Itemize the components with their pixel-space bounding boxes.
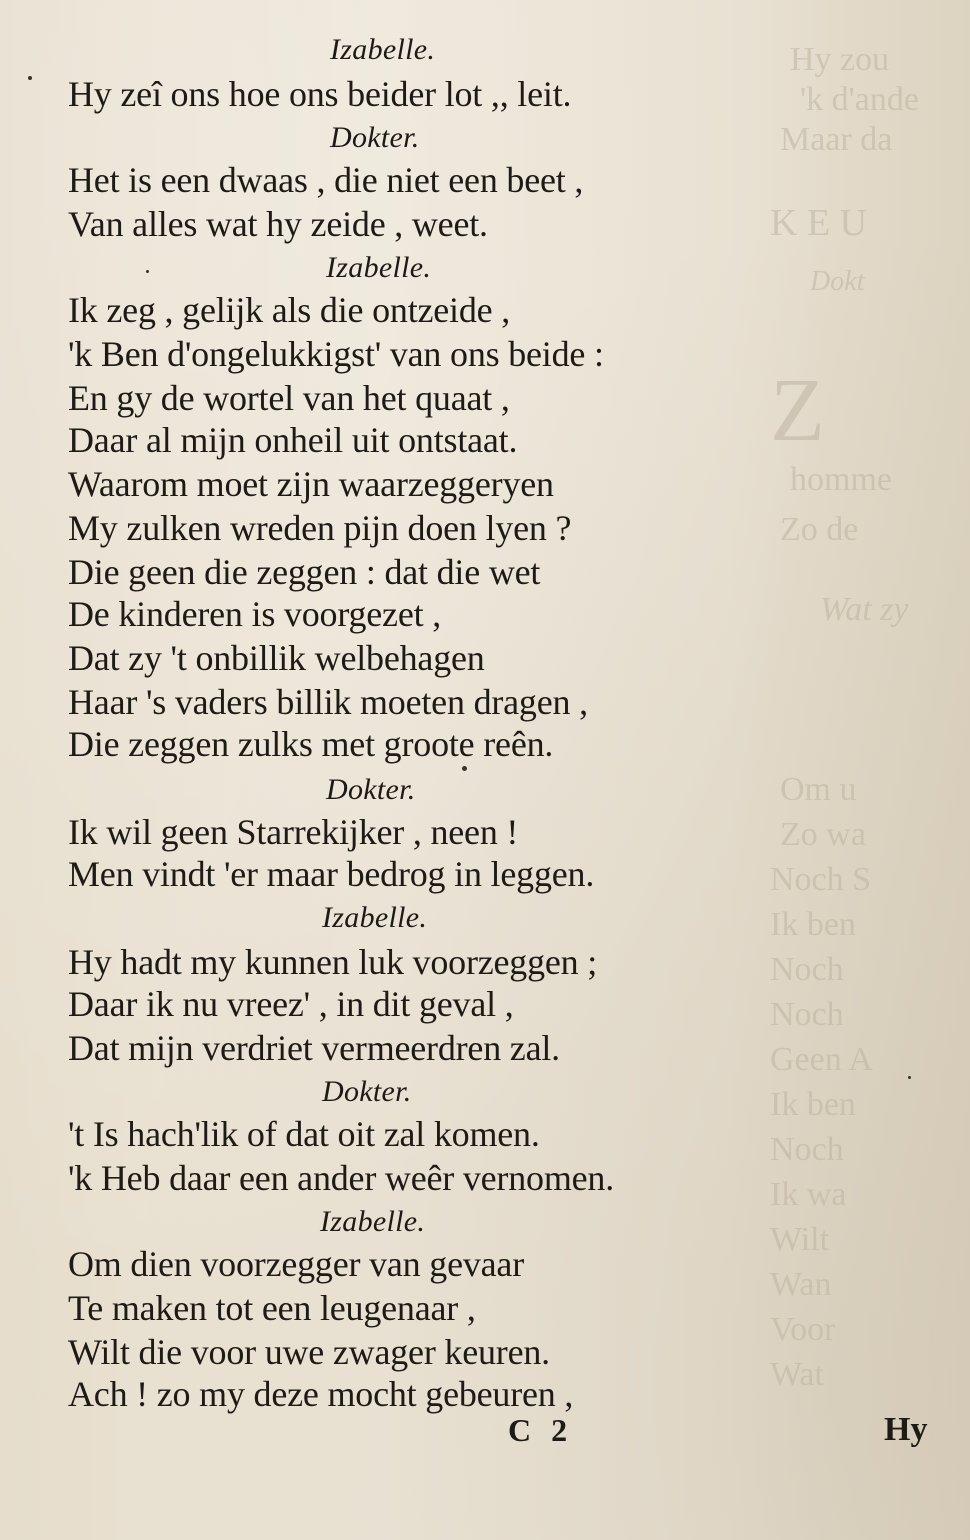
verse-line: Wilt die voor uwe zwager keuren. [68, 1332, 550, 1372]
verse-line: Hy zeî ons hoe ons beider lot ,, leit. [68, 74, 572, 114]
svg-text:homme: homme [790, 461, 892, 498]
verse-line: Daar al mijn onheil uit ontstaat. [68, 420, 518, 460]
svg-text:Ik wa: Ik wa [770, 1176, 847, 1213]
svg-text:Noch: Noch [770, 951, 844, 988]
svg-text:Dokt: Dokt [810, 266, 865, 297]
svg-text:Om u: Om u [780, 771, 857, 808]
verse-line: En gy de wortel van het quaat , [68, 378, 510, 418]
show-through-bleed [710, 0, 970, 1540]
catchword: Hy [884, 1411, 928, 1448]
ink-speck [908, 1076, 911, 1079]
verse-line: Waarom moet zijn waarzeggeryen [68, 464, 554, 504]
speaker-dokter: Dokter. [326, 773, 416, 806]
verse-line: Dat zy 't onbillik welbehagen [68, 638, 485, 678]
svg-text:Wan: Wan [770, 1266, 832, 1303]
verse-line: Het is een dwaas , die niet een beet , [68, 160, 584, 200]
svg-text:Noch: Noch [770, 996, 844, 1033]
verse-line: 'k Heb daar een ander weêr vernomen. [68, 1158, 615, 1198]
svg-text:K E U: K E U [770, 202, 868, 244]
speaker-izabelle: Izabelle. [320, 1205, 426, 1238]
svg-text:Maar da: Maar da [780, 121, 893, 158]
verse-line: Die zeggen zulks met groote reên. [68, 724, 554, 764]
svg-text:Noch: Noch [770, 1131, 844, 1168]
speaker-izabelle: Izabelle. [330, 33, 436, 66]
verse-line: Te maken tot een leugenaar , [68, 1288, 476, 1328]
speaker-dokter: Dokter. [330, 121, 420, 154]
svg-text:Wat: Wat [770, 1356, 824, 1393]
svg-text:Zo de: Zo de [780, 511, 859, 548]
svg-text:Hy zou: Hy zou [790, 41, 890, 78]
verse-line: Daar ik nu vreez' , in dit geval , [68, 984, 514, 1024]
svg-text:Voor: Voor [770, 1311, 836, 1348]
verse-line: Dat mijn verdriet vermeerdren zal. [68, 1028, 560, 1068]
svg-text:Ik ben: Ik ben [770, 1086, 856, 1123]
verse-line: 't Is hach'lik of dat oit zal komen. [68, 1114, 540, 1154]
verse-line: Om dien voorzegger van gevaar [68, 1244, 524, 1284]
verse-line: 'k Ben d'ongelukkigst' van ons beide : [68, 334, 604, 374]
verse-line: My zulken wreden pijn doen lyen ? [68, 508, 572, 548]
verse-line: Die geen die zeggen : dat die wet [68, 552, 541, 592]
verse-line: Men vindt 'er maar bedrog in leggen. [68, 854, 595, 894]
verse-line: Van alles wat hy zeide , weet. [68, 204, 488, 244]
verse-line: Ik wil geen Starrekijker , neen ! [68, 812, 519, 852]
svg-text:Z: Z [770, 361, 825, 460]
svg-text:Zo wa: Zo wa [780, 816, 866, 853]
verse-line: De kinderen is voorgezet , [68, 594, 442, 634]
speaker-izabelle: Izabelle. [322, 901, 428, 934]
ink-speck [146, 270, 149, 273]
svg-text:Noch S: Noch S [770, 861, 872, 898]
svg-text:Wilt: Wilt [770, 1221, 830, 1258]
speaker-dokter: Dokter. [322, 1075, 412, 1108]
svg-text:Wat zy: Wat zy [820, 591, 909, 628]
verse-line: Ik zeg , gelijk als die ontzeide , [68, 290, 511, 330]
verse-line: Haar 's vaders billik moeten dragen , [68, 682, 588, 722]
verse-line: Ach ! zo my deze mocht gebeuren , [68, 1374, 574, 1414]
svg-text:'k d'ande: 'k d'ande [800, 81, 919, 118]
svg-text:Ik ben: Ik ben [770, 906, 856, 943]
ink-speck [462, 766, 467, 771]
signature-mark: C 2 [508, 1412, 574, 1448]
ink-speck [28, 76, 32, 80]
verse-line: Hy hadt my kunnen luk voorzeggen ; [68, 942, 598, 982]
svg-text:Geen A: Geen A [770, 1041, 873, 1078]
speaker-izabelle: Izabelle. [326, 251, 432, 284]
